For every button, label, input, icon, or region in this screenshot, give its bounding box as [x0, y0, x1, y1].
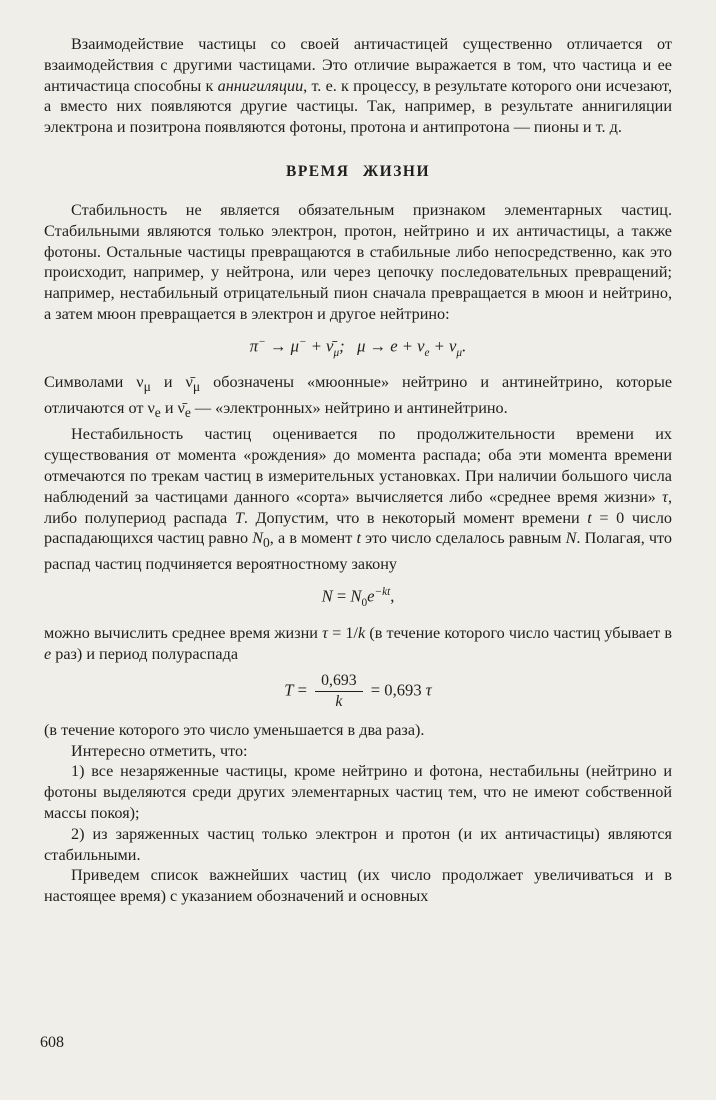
formula-text: ; μ → e + ν — [339, 336, 425, 356]
var-tau: τ — [322, 623, 328, 642]
subscript-e: e — [184, 405, 191, 421]
formula-text: + ν̄ — [306, 336, 334, 356]
section-heading: ВРЕМЯ ЖИЗНИ — [285, 162, 431, 180]
var-N: N — [565, 529, 577, 548]
paragraph-half-life-note: (в течение которого это число уменьшается в два раза). — [44, 720, 425, 739]
text-run: раз) и период полураспада — [51, 644, 239, 663]
paragraph-stability: Стабильность не является обязательным признаком элементарных частиц. Стабильными являются только электрон, протон, нейтрино и их античастицы, а также фотоны. Остальные частицы превращаются в стабильные либо непосредственно, как это происходит, например, у нейтрона, или через цепочку последовательных превращений; например, нестабильный отрицательный пион сначала превращается в мюон и нейтрино, а затем мюон превращается в электрон и другое нейтрино: — [44, 200, 672, 323]
text-run: — «электронных» нейтрино и антинейтрино. — [190, 399, 508, 418]
formula-text: + ν — [429, 336, 457, 356]
formula-text: T — [284, 679, 294, 699]
text-run: (в течение которого число частиц убывает в — [365, 623, 673, 642]
page-number: 608 — [40, 1034, 64, 1052]
var-T: T — [234, 508, 244, 527]
formula-text: → μ — [265, 336, 299, 356]
text-run: , либо полупериод распада — [44, 487, 672, 527]
text-run: Нестабильность частиц оценивается по продолжительности времени их существования от момента «рождения» до момента распада; оба эти момента времени отмечаются по трекам частиц в измерительных установках. При наличии большого числа наблюдений за частицами данного «сорта» вычисляется либо «среднее время жизни» — [44, 425, 672, 506]
text-run: . Полагая, что распад частиц подчиняется вероятностному закону — [44, 529, 672, 574]
subscript-zero: 0 — [361, 597, 368, 610]
var-N0: N — [252, 529, 264, 548]
fraction-denominator: k — [335, 693, 343, 711]
subscript-mu: μ — [192, 379, 201, 395]
text-run: = 1/ — [327, 623, 358, 642]
superscript-minus: − — [298, 335, 307, 348]
var-e: e — [44, 644, 52, 663]
list-item-1: 1) все незаряженные частицы, кроме нейтрино и фотона, нестабильны (нейтрино и фотоны выделяются среди других элементарных частиц тем, что не имеют собственной массы покоя); — [44, 762, 672, 823]
paragraph-interesting-note: Интересно отметить, что: — [71, 741, 248, 760]
text-run: обозначены «мюонные» нейтрино и антинейтрино, которые отличаются от ν — [44, 373, 673, 418]
subscript-mu: μ — [333, 346, 340, 359]
text-run: . Допустим, что в некоторый момент времени — [243, 508, 588, 527]
fraction — [315, 672, 362, 711]
formula-text: N — [350, 586, 362, 606]
paragraph-lifetime-definition — [44, 424, 672, 575]
paragraph-particle-list-intro: Приведем список важнейших частиц (их число продолжает увеличиваться и в настоящее время) с указанием обозначений и основных — [44, 866, 672, 906]
formula-text: e — [367, 586, 375, 606]
var-t: t — [587, 508, 592, 527]
subscript-e: e — [424, 346, 430, 359]
text-run: = 0 число распадающихся частиц равно — [44, 508, 672, 548]
var-tau: τ — [425, 679, 432, 699]
text-run: и ν̄ — [150, 373, 193, 392]
text-run: , т. е. к процессу, в результате которого они исчезают, а вместо них появляются другие частицы. Так, например, в результате аннигиляции электрона и позитрона появляются фотоны, протона и антипротона — пионы и т. д. — [44, 76, 672, 137]
subscript-mu: μ — [143, 379, 151, 395]
text-run: Символами ν — [44, 373, 144, 392]
paragraph-neutrino-types — [44, 372, 672, 424]
formula-decay-law — [44, 582, 672, 614]
text-run: и ν̄ — [160, 399, 185, 418]
formula-half-life-period — [44, 672, 672, 711]
formula-text: N — [321, 586, 333, 606]
exponent-kt: −kt — [374, 586, 391, 599]
text-run: Взаимодействие частицы со своей античастицей существенно отличается от взаимодействия с другими частицами. Это отличие выражается в том, что частица и ее античастица способны к — [44, 35, 672, 95]
equals-sign: = — [366, 679, 385, 699]
formula-text: 0,693 — [384, 679, 426, 699]
fraction-numerator: 0,693 — [315, 672, 362, 693]
var-t: t — [356, 529, 361, 548]
formula-text: . — [462, 336, 467, 356]
formula-decay-chain — [44, 332, 672, 364]
text-run: это число сделалось равным — [360, 529, 566, 548]
subscript-zero: 0 — [263, 535, 270, 551]
equals-sign: = — [293, 679, 312, 699]
paragraph-annihilation — [44, 34, 672, 138]
var-k: k — [357, 623, 366, 642]
formula-text: π — [249, 336, 259, 356]
text-run: можно вычислить среднее время жизни — [44, 623, 323, 642]
subscript-e: e — [154, 405, 161, 421]
subscript-mu: μ — [456, 346, 463, 359]
formula-text: , — [390, 586, 395, 606]
paragraph-mean-lifetime — [44, 623, 672, 665]
superscript-minus: − — [258, 335, 266, 348]
list-item-2: 2) из заряженных частиц только электрон и протон (и их античастицы) являются стабильными. — [44, 824, 672, 864]
equals-sign: = — [332, 586, 351, 606]
term-annihilation: аннигиляции — [217, 76, 304, 95]
text-run: , а в момент — [269, 529, 357, 548]
var-tau: τ — [662, 487, 668, 506]
